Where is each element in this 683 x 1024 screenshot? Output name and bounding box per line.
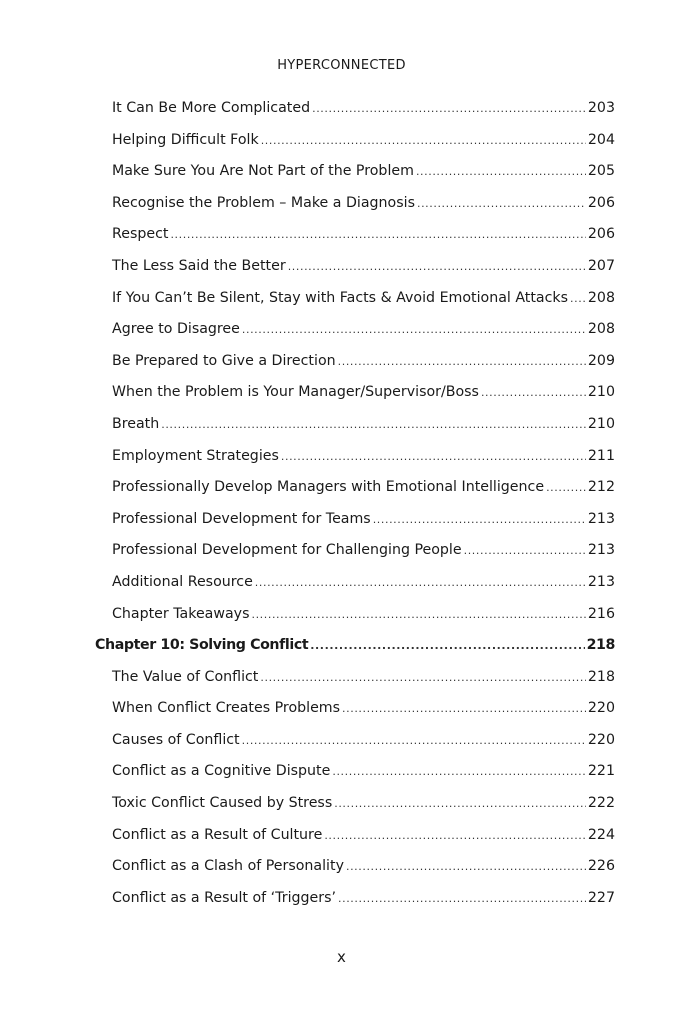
- toc-entry-title: When the Problem is Your Manager/Supervisor/Boss: [112, 384, 479, 401]
- toc-entry-title: Make Sure You Are Not Part of the Problem: [112, 163, 414, 180]
- toc-entry-title: Professional Development for Challenging People: [112, 542, 462, 559]
- toc-entry-page: 216: [587, 605, 615, 622]
- toc-entry[interactable]: [95, 574, 615, 606]
- dot-leader: [261, 134, 586, 147]
- toc-entry[interactable]: [95, 700, 615, 732]
- dot-leader: [260, 671, 586, 684]
- toc-entry[interactable]: [95, 763, 615, 795]
- toc-entry-page: 204: [587, 131, 615, 148]
- dot-leader: [417, 197, 586, 210]
- toc-entry-title: Conflict as a Result of Culture: [112, 826, 323, 843]
- toc-entry-title: If You Can’t Be Silent, Stay with Facts & Avoid Emotional Attacks: [112, 289, 569, 306]
- toc-entry-page: 220: [587, 700, 615, 717]
- toc-entry[interactable]: [95, 542, 615, 574]
- toc-entry[interactable]: [95, 827, 615, 859]
- toc-entry-title: The Less Said the Better: [112, 257, 286, 274]
- dot-leader: [416, 165, 586, 178]
- toc-entry-page: 207: [587, 257, 615, 274]
- toc-entry[interactable]: [95, 163, 615, 195]
- toc-entry-page: 226: [587, 858, 615, 875]
- toc-entry-title: Chapter Takeaways: [112, 605, 250, 622]
- toc-entry-page: 203: [587, 100, 615, 116]
- toc-entry-title: Helping Difficult Folk: [112, 131, 259, 148]
- toc-entry[interactable]: [95, 100, 615, 132]
- toc-entry-title: Causes of Conflict: [112, 731, 240, 748]
- toc-entry-page: 210: [587, 384, 615, 401]
- toc-entry[interactable]: [95, 858, 615, 890]
- dot-leader: [255, 576, 586, 589]
- toc-entry-page: 218: [587, 668, 615, 685]
- toc-entry-title: Conflict as a Cognitive Dispute: [112, 763, 331, 780]
- toc-entry-page: 210: [587, 415, 615, 432]
- page-number: x: [337, 948, 346, 966]
- dot-leader: [338, 355, 586, 368]
- toc-entry[interactable]: [95, 195, 615, 227]
- toc-entry-title: Respect: [112, 226, 169, 243]
- dot-leader: [310, 639, 584, 652]
- toc-entry-title: The Value of Conflict: [112, 668, 259, 685]
- toc-entry-page: 218: [586, 637, 615, 654]
- toc-entry-title: Breath: [112, 415, 160, 432]
- toc-entry[interactable]: [95, 353, 615, 385]
- dot-leader: [324, 829, 586, 842]
- toc-entry[interactable]: [95, 416, 615, 448]
- dot-leader: [312, 102, 586, 115]
- dot-leader: [281, 450, 586, 463]
- toc-entry-title: Agree to Disagree: [112, 321, 240, 338]
- toc-entry[interactable]: [95, 226, 615, 258]
- table-of-contents: [95, 100, 615, 921]
- dot-leader: [546, 481, 586, 494]
- toc-entry-page: 213: [587, 542, 615, 559]
- dot-leader: [334, 797, 586, 810]
- toc-entry-title: Toxic Conflict Caused by Stress: [112, 795, 333, 812]
- toc-entry[interactable]: [95, 290, 615, 322]
- toc-entry-page: 212: [587, 479, 615, 496]
- toc-entry[interactable]: [95, 258, 615, 290]
- dot-leader: [373, 513, 586, 526]
- toc-entry-title: Be Prepared to Give a Direction: [112, 352, 336, 369]
- toc-entry-title: Chapter 10: Solving Conflict: [95, 637, 309, 654]
- dot-leader: [242, 323, 586, 336]
- toc-entry[interactable]: [95, 132, 615, 164]
- toc-entry-title: Additional Resource: [112, 573, 253, 590]
- toc-entry[interactable]: [95, 511, 615, 543]
- toc-entry-page: 206: [587, 194, 615, 211]
- toc-entry[interactable]: [95, 795, 615, 827]
- dot-leader: [161, 418, 586, 431]
- toc-entry-title: Conflict as a Clash of Personality: [112, 858, 344, 875]
- dot-leader: [288, 260, 586, 273]
- toc-entry-title: Professionally Develop Managers with Emotional Intelligence: [112, 479, 545, 496]
- toc-entry-title: Professional Development for Teams: [112, 510, 371, 527]
- running-header: HYPERCONNECTED: [277, 58, 406, 73]
- toc-entry-page: 211: [587, 447, 615, 464]
- toc-entry-title: Employment Strategies: [112, 447, 279, 464]
- toc-entry-page: 205: [587, 163, 615, 180]
- dot-leader: [464, 544, 586, 557]
- toc-entry-page: 227: [587, 889, 615, 906]
- dot-leader: [251, 608, 585, 621]
- toc-entry[interactable]: [95, 384, 615, 416]
- toc-entry[interactable]: [95, 669, 615, 701]
- toc-entry-title: It Can Be More Complicated: [112, 100, 311, 116]
- dot-leader: [346, 860, 586, 873]
- toc-entry-title: Conflict as a Result of ‘Triggers’: [112, 889, 336, 906]
- toc-entry[interactable]: [95, 479, 615, 511]
- toc-entry-page: 208: [587, 289, 615, 306]
- toc-entry[interactable]: [95, 606, 615, 638]
- toc-entry-page: 222: [587, 795, 615, 812]
- dot-leader: [170, 228, 585, 241]
- toc-entry-page: 209: [587, 352, 615, 369]
- toc-entry-page: 221: [587, 763, 615, 780]
- dot-leader: [242, 734, 586, 747]
- toc-entry[interactable]: [95, 321, 615, 353]
- dot-leader: [342, 702, 586, 715]
- toc-entry[interactable]: [95, 732, 615, 764]
- toc-entry-page: 224: [587, 826, 615, 843]
- toc-entry-title: When Conflict Creates Problems: [112, 700, 341, 717]
- toc-entry[interactable]: [95, 890, 615, 922]
- dot-leader: [338, 892, 586, 905]
- dot-leader: [570, 292, 586, 305]
- dot-leader: [481, 386, 586, 399]
- toc-entry-page: 206: [587, 226, 615, 243]
- toc-chapter-entry[interactable]: [95, 637, 615, 669]
- toc-entry-page: 220: [587, 731, 615, 748]
- toc-entry-page: 213: [587, 510, 615, 527]
- toc-entry-title: Recognise the Problem – Make a Diagnosis: [112, 194, 415, 211]
- toc-entry[interactable]: [95, 448, 615, 480]
- toc-entry-page: 208: [587, 321, 615, 338]
- toc-entry-page: 213: [587, 573, 615, 590]
- dot-leader: [332, 765, 586, 778]
